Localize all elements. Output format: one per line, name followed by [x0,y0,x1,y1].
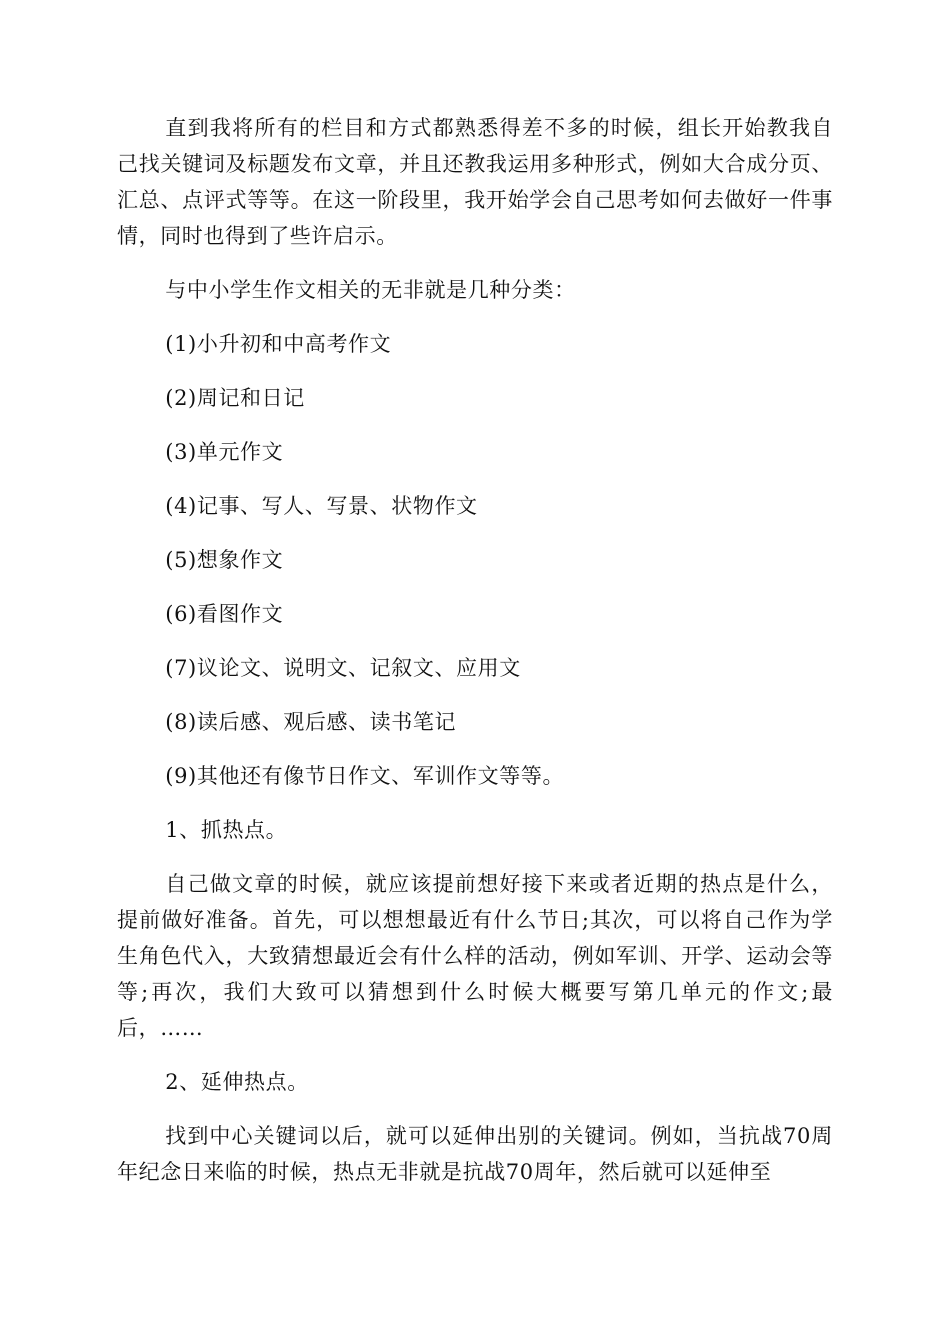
paragraph-hotspot: 自己做文章的时候，就应该提前想好接下来或者近期的热点是什么，提前做好准备。首先，可以想想最近有什么节日;其次，可以将自己作为学生角色代入，大致猜想最近会有什么样的活动，例如军训、开学、运动会等等;再次，我们大致可以猜想到什么时候大概要写第几单元的作文;最后，…… [117,872,833,1040]
paragraph-categories-heading: 与中小学生作文相关的无非就是几种分类： [165,278,576,302]
list-item-category-7: (7)议论文、说明文、记叙文、应用文 [165,656,521,680]
list-item-category-8: (8)读后感、观后感、读书笔记 [165,710,457,734]
paragraph-intro: 直到我将所有的栏目和方式都熟悉得差不多的时候，组长开始教我自己找关键词及标题发布文章，并且还教我运用多种形式，例如大合成分页、汇总、点评式等等。在这一阶段里，我开始学会自己思考如何去做好一件事情，同时也得到了些许启示。 [117,116,833,248]
section-heading-1: 1、抓热点。 [165,818,288,842]
list-item-category-9: (9)其他还有像节日作文、军训作文等等。 [165,764,565,788]
paragraph-extend-hotspot: 找到中心关键词以后，就可以延伸出别的关键词。例如，当抗战70周年纪念日来临的时候，热点无非就是抗战70周年，然后就可以延伸至 [117,1124,833,1184]
list-item-category-4: (4)记事、写人、写景、状物作文 [165,494,478,518]
list-item-category-6: (6)看图作文 [165,602,284,626]
list-item-category-3: (3)单元作文 [165,440,284,464]
list-item-category-2: (2)周记和日记 [165,386,305,410]
document-body [117,110,833,1208]
list-item-category-5: (5)想象作文 [165,548,284,572]
section-heading-2: 2、延伸热点。 [165,1070,309,1094]
list-item-category-1: (1)小升初和中高考作文 [165,332,392,356]
